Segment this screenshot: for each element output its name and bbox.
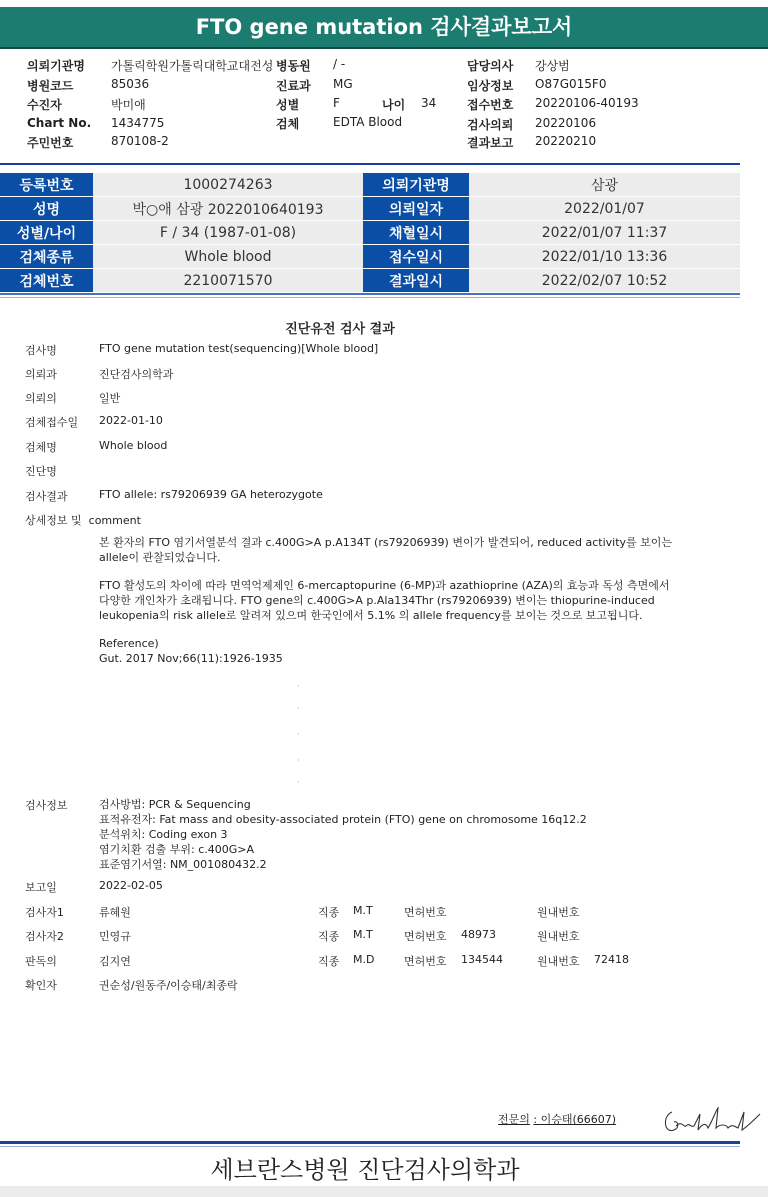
result-value: FTO allele: rs79206939 GA heterozygote [99,488,323,501]
registration-label: 결과일시 [363,269,469,293]
sex-label: 성별 [276,98,300,112]
dept-label: 진료과 [276,79,311,93]
comment-paragraph-2: FTO 활성도의 차이에 따라 면역억제제인 6-mercaptopurine (6-MP)과 azathioprine (AZA)의 효능과 독성 측면에서 다양한 개인차가 초래됩니다. FTO gene의 c.400G>A p.Ala134Thr (rs79206939) 변이는 thiopurine-induced leukopenia의 risk allele로 알려져 있으며 한국인에서 5.1% 의 allele frequency를 보이는 것으로 보고됩니다. [99,579,670,622]
confirm-label: 확인자 [25,979,57,992]
header-divider [0,163,740,165]
result-section-title: 진단유전 검사 결과 [285,322,395,337]
receipt-no-value: 20220106-40193 [535,96,639,110]
diagnosis-label: 진단명 [25,465,57,478]
footer-divider [0,1141,740,1144]
registration-value: 박○애 삼광 2022010640193 [93,197,363,221]
institution-label: 의뢰기관명 [27,59,85,73]
staff-job: M.T [353,904,373,917]
staff-role: 검사자1 [25,906,64,919]
dot-mark: · [297,778,300,787]
doctor-label: 담당의사 [467,59,514,73]
ward-value: / - [333,57,346,71]
staff-job: M.D [353,953,375,966]
registration-value: 2022/01/07 [469,197,740,221]
staff-job-label: 직종 [318,955,340,968]
registration-value: 1000274263 [93,173,363,197]
registration-label: 성명 [0,197,93,221]
recipient-value: 박미애 [111,98,146,112]
staff-emp-label: 원내번호 [537,930,580,943]
staff-emp-label: 원내번호 [537,955,580,968]
test-info-label: 검사정보 [25,799,68,812]
comment-paragraph-1: 본 환자의 FTO 염기서열분석 결과 c.400G>A p.A134T (rs79206939) 변이가 발견되어, reduced activity를 보이는 allele이 관찰되었습니다. [99,536,673,564]
reference-citation: Gut. 2017 Nov;66(11):1926-1935 [99,652,283,665]
result-label: 검사결과 [25,490,68,503]
request-date-value: 20220106 [535,116,597,130]
report-title: FTO gene mutation 검사결과보고서 [0,7,768,49]
registration-value: 2022/01/10 13:36 [469,245,740,269]
staff-license: 48973 [461,928,496,941]
sex-value: F [333,96,340,110]
report-date-label: 결과보고 [467,136,514,150]
registration-row [0,245,740,269]
registration-row [0,221,740,245]
chart-no-label: Chart No. [27,116,92,130]
report-date-label: 보고일 [25,881,57,894]
registration-row [0,173,740,197]
test-info-line: 검사방법: PCR & Sequencing [99,798,251,811]
registration-value: 2210071570 [93,269,363,293]
hospital-code-label: 병원코드 [27,79,74,93]
staff-emp: 72418 [594,953,629,966]
staff-name: 김지연 [99,955,131,968]
test-info-line: 표적유전자: Fat mass and obesity-associated protein (FTO) gene on chromosome 16q12.2 [99,813,587,826]
receipt-no-label: 접수번호 [467,98,514,112]
request-doctor-label: 의뢰의 [25,392,57,405]
staff-name: 류혜원 [99,906,131,919]
registration-value: Whole blood [93,245,363,269]
specimen-value: EDTA Blood [333,115,403,129]
registration-label: 의뢰일자 [363,197,469,221]
institution-value: 가톨릭학원가톨릭대학교대전성 [111,59,274,73]
registration-table [0,173,740,293]
hospital-code-value: 85036 [111,77,150,91]
specimen-name-label: 검체명 [25,441,57,454]
dot-mark: · [297,682,300,691]
registration-label: 채혈일시 [363,221,469,245]
staff-role: 판독의 [25,955,57,968]
staff-job-label: 직종 [318,930,340,943]
registration-value: 2022/01/07 11:37 [469,221,740,245]
footer-band [0,1186,768,1197]
staff-license: 134544 [461,953,503,966]
test-name-label: 검사명 [25,344,57,357]
clinical-info-label: 임상정보 [467,79,514,93]
footer-hospital-name: 세브란스병원 진단검사의학과 [210,1156,520,1184]
clinical-info-value: O87G015F0 [535,77,607,91]
request-dept-value: 진단검사의학과 [99,368,174,381]
dot-mark: · [297,730,300,739]
registration-value: 삼광 [469,173,740,197]
staff-emp-label: 원내번호 [537,906,580,919]
reference-label: Reference) [99,637,159,650]
request-date-label: 검사의뢰 [467,118,514,132]
registration-label: 검체종류 [0,245,93,269]
detail-label: 상세정보 및 comment [25,514,141,527]
chart-no-value: 1434775 [111,116,165,130]
registration-value: F / 34 (1987-01-08) [93,221,363,245]
age-label: 나이 [382,98,406,112]
request-dept-label: 의뢰과 [25,368,57,381]
staff-license-label: 면허번호 [404,955,447,968]
signature-image [660,1098,765,1142]
request-doctor-value: 일반 [99,392,121,405]
report-date-value: 2022-02-05 [99,879,163,892]
doctor-value: 강상범 [535,59,570,73]
confirm-names: 권순성/원동주/이승태/최종락 [99,979,238,992]
staff-license-label: 면허번호 [404,906,447,919]
age-value: 34 [421,96,437,110]
staff-job: M.T [353,928,373,941]
recipient-label: 수진자 [27,98,62,112]
test-info-line: 표준염기서열: NM_001080432.2 [99,858,267,871]
registration-value: 2022/02/07 10:52 [469,269,740,293]
specimen-label: 검체 [276,117,300,131]
ward-label: 병동원 [276,59,311,73]
test-info-line: 염기치환 검출 부위: c.400G>A [99,843,255,856]
footer-divider-thin [0,1146,740,1147]
rrn-value: 870108-2 [111,134,169,148]
staff-job-label: 직종 [318,906,340,919]
test-info-line: 분석위치: Coding exon 3 [99,828,228,841]
staff-name: 민영규 [99,930,131,943]
registration-label: 성별/나이 [0,221,93,245]
dept-value: MG [333,77,353,91]
registration-label: 검체번호 [0,269,93,293]
registration-row [0,197,740,221]
receipt-date-label: 검체접수일 [25,416,79,429]
registration-label: 등록번호 [0,173,93,197]
specialist-line: 전문의 : 이승태(66607) [498,1113,617,1126]
test-info-block [99,797,679,872]
dot-mark: · [297,704,300,713]
report-date-value: 20220210 [535,134,597,148]
receipt-date-value: 2022-01-10 [99,414,163,427]
registration-label: 접수일시 [363,245,469,269]
registration-row [0,269,740,293]
test-name-value: FTO gene mutation test(sequencing)[Whole blood] [99,342,379,355]
specimen-name-value: Whole blood [99,439,168,452]
staff-license-label: 면허번호 [404,930,447,943]
registration-label: 의뢰기관명 [363,173,469,197]
table-divider-thin [0,297,740,298]
dot-mark: · [297,756,300,765]
staff-role: 검사자2 [25,930,64,943]
rrn-label: 주민번호 [27,136,74,150]
table-divider [0,293,740,295]
